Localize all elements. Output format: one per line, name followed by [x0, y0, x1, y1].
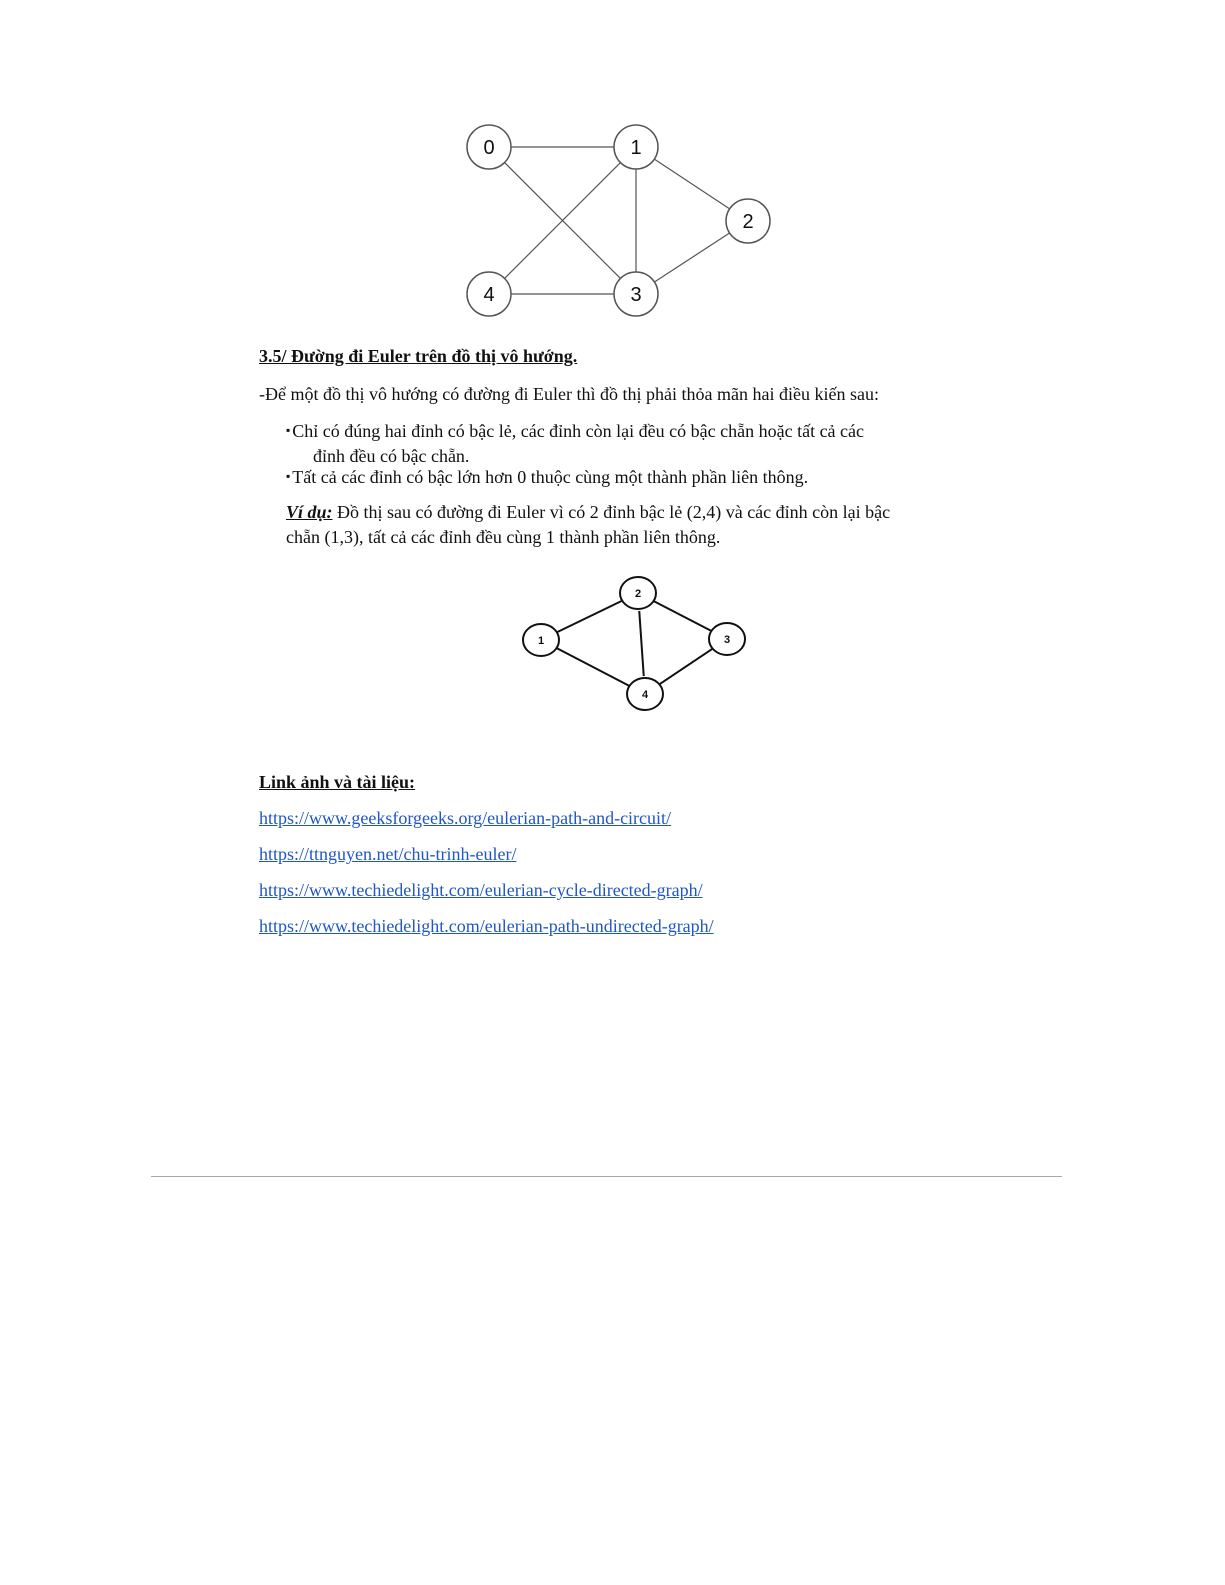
graph-node-label: 4: [641, 688, 649, 701]
bullet-condition-2: [286, 464, 926, 490]
example-line-2: chẵn (1,3), tất cả các đỉnh đều cùng 1 thành phần liên thông.: [286, 527, 721, 547]
graph2-nodes: [523, 577, 745, 710]
graph-edge-4-3: [660, 649, 712, 684]
links-heading: Link ảnh và tài liệu:: [259, 772, 416, 792]
graph-node-3: [709, 623, 745, 655]
graph-node-label: 2: [742, 211, 754, 234]
example-paragraph: [286, 500, 946, 550]
reference-link-1[interactable]: https://www.geeksforgeeks.org/eulerian-path-and-circuit/: [259, 808, 672, 828]
graph-node-2: [726, 199, 770, 243]
graph-node-3: [614, 272, 658, 316]
reference-link-4[interactable]: https://www.techiedelight.com/eulerian-path-undirected-graph/: [259, 916, 714, 936]
example-label: Ví dụ:: [286, 502, 333, 522]
graph-edge-2-3: [654, 233, 729, 282]
graph-node-0: [467, 125, 511, 169]
intro-paragraph: -Để một đồ thị vô hướng có đường đi Euler thì đồ thị phải thỏa mãn hai điều kiến sau:: [259, 384, 879, 404]
graph-node-label: 3: [723, 633, 731, 646]
bullet-square-icon: ▪: [286, 423, 291, 437]
bullet-1-line-2: đỉnh đều có bậc chẵn.: [313, 446, 470, 466]
graph-node-label: 2: [634, 587, 642, 600]
graph-edge-2-4: [639, 611, 644, 676]
example-line-1: Đồ thị sau có đường đi Euler vì có 2 đỉnh bậc lẻ (2,4) và các đỉnh còn lại bậc: [332, 502, 891, 522]
bullet-condition-1: [286, 418, 926, 469]
graph-edge-1-4: [557, 648, 629, 685]
section-heading: 3.5/ Đường đi Euler trên đồ thị vô hướng.: [259, 346, 578, 366]
graph-node-label: 1: [630, 137, 642, 160]
bullet-square-icon: ▪: [286, 469, 291, 483]
bullet-1-line-1: Chỉ có đúng hai đỉnh có bậc lẻ, các đỉnh còn lại đều có bậc chẵn hoặc tất cả các: [292, 421, 865, 441]
graph-edge-1-2: [654, 159, 729, 209]
graph-node-label: 4: [483, 284, 495, 307]
graph-edge-2-3: [654, 601, 711, 630]
bullet-2-text: Tất cả các đỉnh có bậc lớn hơn 0 thuộc cùng một thành phần liên thông.: [292, 467, 809, 487]
graph-node-1: [614, 125, 658, 169]
graph1-edges: [505, 147, 730, 294]
reference-link-3[interactable]: https://www.techiedelight.com/eulerian-cycle-directed-graph/: [259, 880, 703, 900]
graph-node-label: 3: [630, 284, 642, 307]
graph-node-4: [627, 678, 663, 710]
graph-diagram-1: [455, 112, 785, 327]
graph1-nodes: [467, 125, 770, 316]
graph-node-4: [467, 272, 511, 316]
graph-node-label: 0: [483, 137, 495, 160]
graph-diagram-2: [510, 568, 755, 718]
graph2-edges: [557, 601, 712, 686]
graph-edge-1-2: [557, 601, 622, 632]
reference-link-2[interactable]: https://ttnguyen.net/chu-trinh-euler/: [259, 844, 517, 864]
graph-node-1: [523, 624, 559, 656]
graph-node-2: [620, 577, 656, 609]
graph-node-label: 1: [537, 634, 545, 647]
page-divider: [151, 1176, 1062, 1177]
